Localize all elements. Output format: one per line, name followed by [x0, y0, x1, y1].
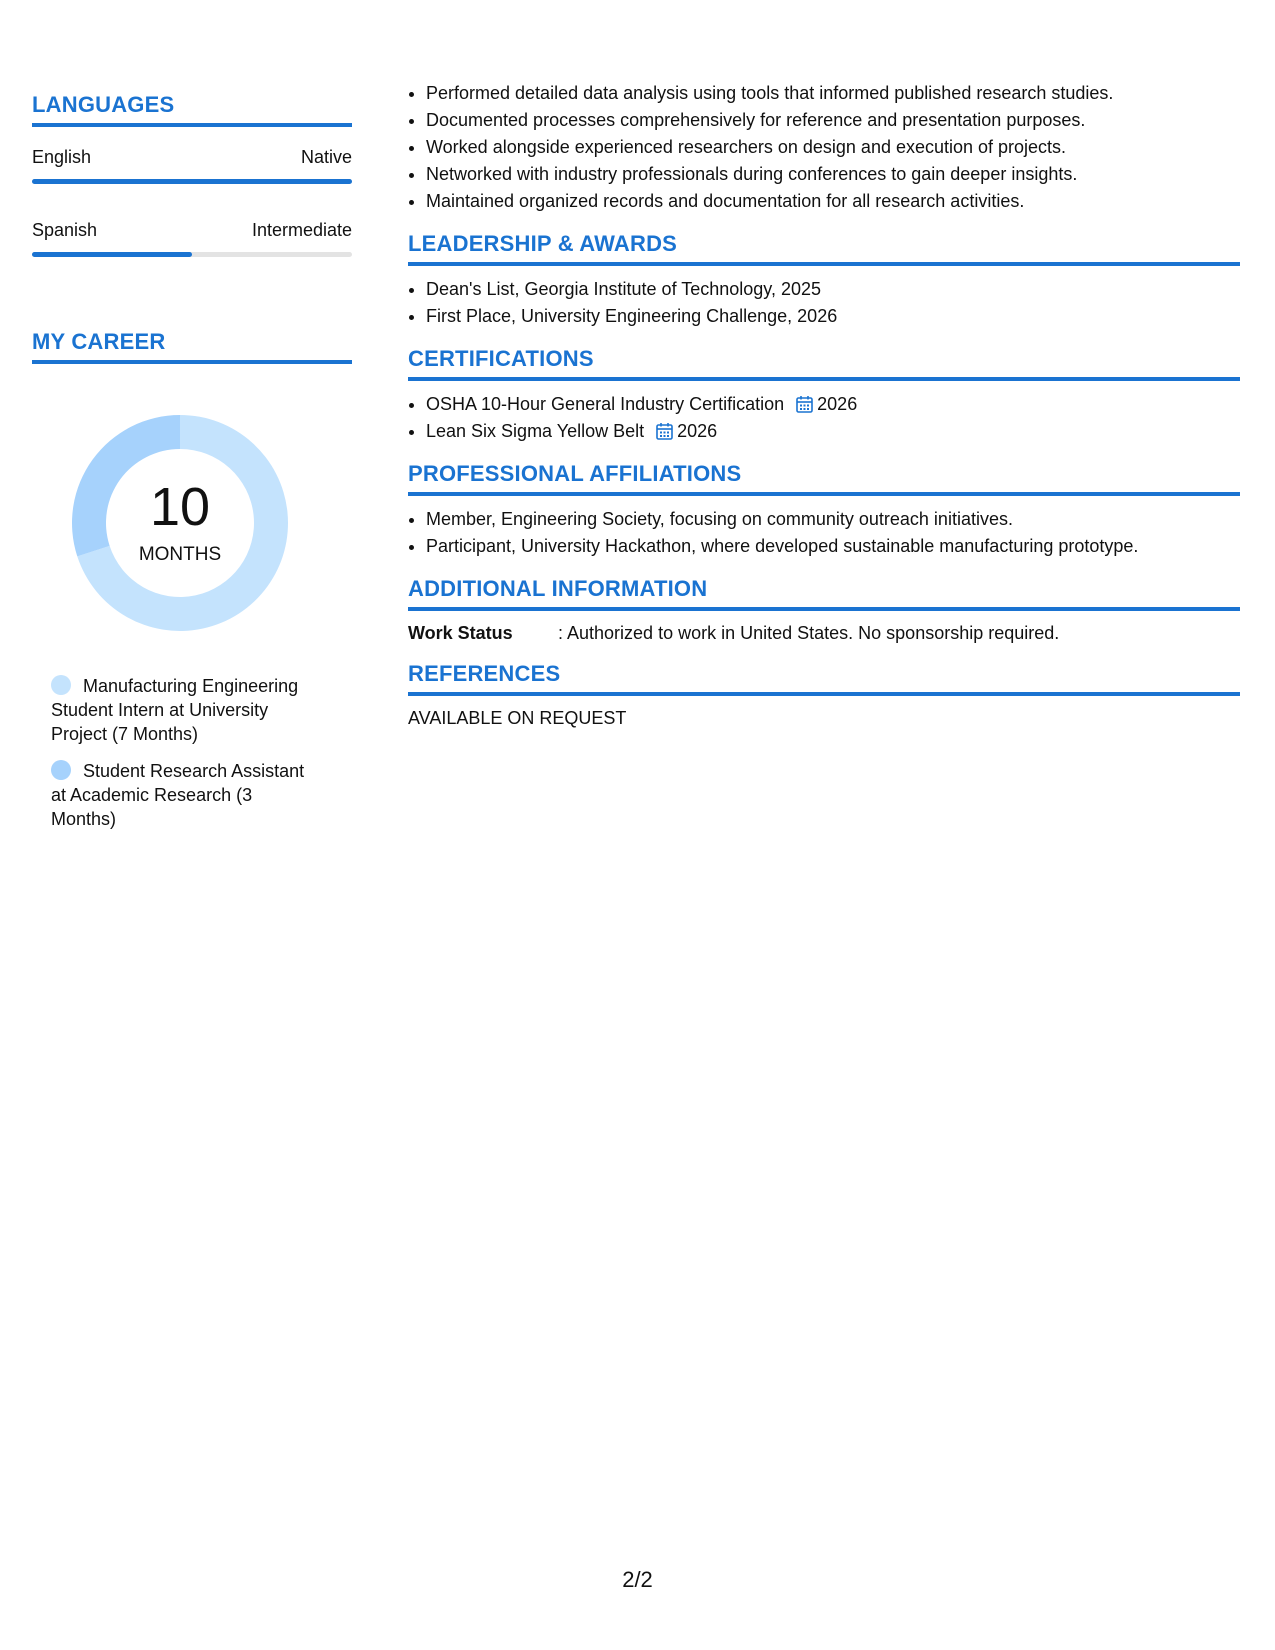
career-legend-item [51, 674, 321, 746]
work-status-row [408, 621, 1240, 645]
leadership-item: • Dean's List, Georgia Institute of Technology, 2025 [426, 276, 1240, 303]
affiliations-heading: PROFESSIONAL AFFILIATIONS [408, 461, 1240, 496]
leadership-section [408, 231, 1240, 330]
experience-bullet: • Maintained organized records and documentation for all research activities. [426, 188, 1240, 215]
legend-dot [51, 760, 71, 780]
page-number: 2/2 [622, 1567, 653, 1592]
career-section [32, 329, 352, 831]
experience-bullet: • Worked alongside experienced researchers on design and execution of projects. [426, 134, 1240, 161]
career-legend-label: Student Research Assistant at Academic Research (3 Months) [51, 761, 305, 829]
language-english [32, 147, 352, 184]
certifications-heading: CERTIFICATIONS [408, 346, 1240, 381]
left-column [32, 92, 352, 844]
experience-bullet-list [408, 80, 1240, 215]
certification-year: 2026 [677, 421, 718, 441]
career-legend-item [51, 759, 321, 831]
references-heading: REFERENCES [408, 661, 1240, 696]
certifications-list [408, 391, 1240, 445]
language-spanish [32, 220, 352, 257]
language-proficiency-bar [32, 252, 352, 257]
additional-info-heading: ADDITIONAL INFORMATION [408, 576, 1240, 611]
certification-name: OSHA 10-Hour General Industry Certification [426, 394, 785, 414]
work-status-value: : Authorized to work in United States. No sponsorship required. [558, 623, 1060, 643]
leadership-item: • First Place, University Engineering Challenge, 2026 [426, 303, 1240, 330]
work-status-label: Work Status [408, 623, 513, 643]
career-legend [51, 674, 321, 831]
calendar-icon [656, 422, 673, 440]
languages-heading: LANGUAGES [32, 92, 352, 127]
legend-dot [51, 675, 71, 695]
certifications-section [408, 346, 1240, 445]
language-proficiency-fill [32, 179, 352, 184]
certification-item [426, 418, 1240, 445]
affiliation-item: • Member, Engineering Society, focusing on community outreach initiatives. [426, 506, 1240, 533]
references-section [408, 661, 1240, 730]
career-legend-label: Manufacturing Engineering Student Intern at University Project (7 Months) [51, 676, 299, 744]
certification-year: 2026 [817, 394, 858, 414]
certification-name: Lean Six Sigma Yellow Belt [426, 421, 645, 441]
career-heading: MY CAREER [32, 329, 352, 364]
experience-bullets-section [408, 80, 1240, 215]
references-text: AVAILABLE ON REQUEST [408, 708, 627, 728]
affiliations-section [408, 461, 1240, 560]
certification-item [426, 391, 1240, 418]
experience-bullet: • Documented processes comprehensively for reference and presentation purposes. [426, 107, 1240, 134]
language-proficiency-fill [32, 252, 192, 257]
affiliations-list [408, 506, 1240, 560]
leadership-list [408, 276, 1240, 330]
language-proficiency-bar [32, 179, 352, 184]
language-name: Spanish [32, 220, 98, 240]
language-level: Intermediate [251, 220, 352, 240]
language-name: English [32, 147, 92, 167]
affiliation-item: • Participant, University Hackathon, where developed sustainable manufacturing prototype. [426, 533, 1240, 560]
career-total-unit: MONTHS [138, 544, 222, 565]
leadership-heading: LEADERSHIP & AWARDS [408, 231, 1240, 266]
additional-info-section [408, 576, 1240, 645]
right-column [408, 80, 1240, 746]
language-level: Native [300, 147, 352, 167]
calendar-icon [796, 395, 813, 413]
experience-bullet: • Performed detailed data analysis using tools that informed published research studies. [426, 80, 1240, 107]
career-donut-chart [65, 408, 295, 638]
career-total-value: 10 [149, 477, 211, 537]
experience-bullet: • Networked with industry professionals during conferences to gain deeper insights. [426, 161, 1240, 188]
